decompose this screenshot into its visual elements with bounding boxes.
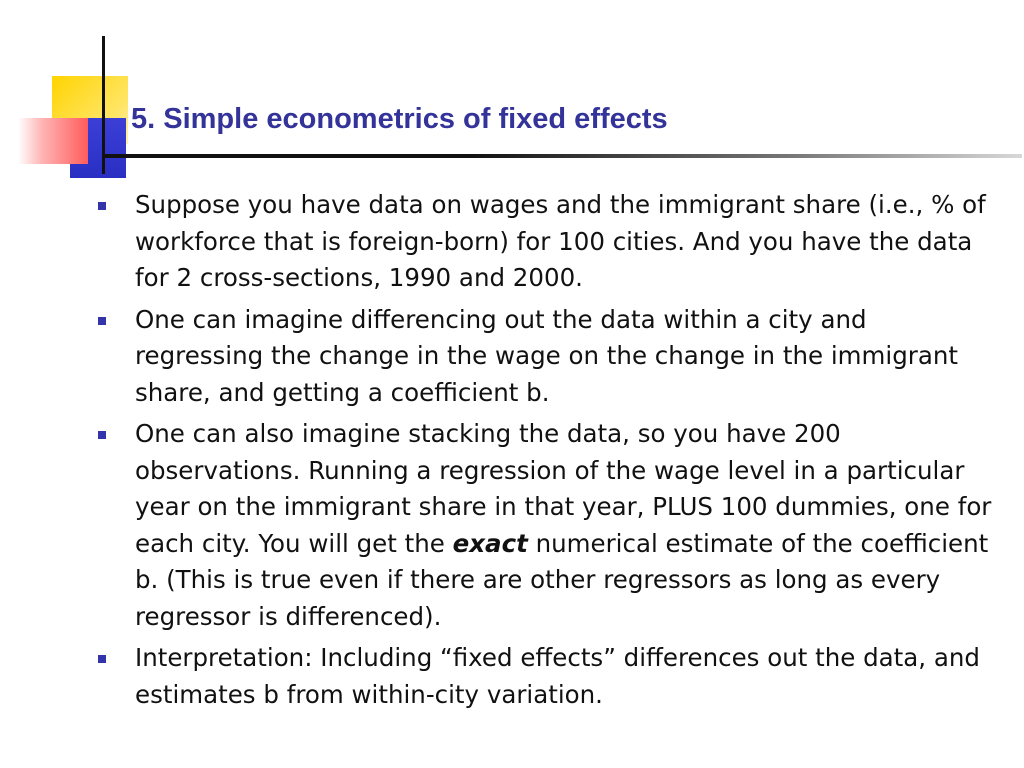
decorative-red-square xyxy=(18,118,88,164)
bullet-text: Interpretation: Including “fixed effects” differences out the data, and estimates b from within-city variation. xyxy=(135,643,980,709)
square-bullet-icon xyxy=(98,202,106,210)
bullet-list xyxy=(96,187,996,718)
bullet-item-differencing xyxy=(96,302,996,412)
bullet-text: Suppose you have data on wages and the immigrant share (i.e., % of workforce that is foreign-born) for 100 cities. And you have the data for 2 cross-sections, 1990 and 2000. xyxy=(135,190,986,292)
bullet-text: One can imagine differencing out the data within a city and regressing the change in the wage on the change in the immigrant share, and getting a coefficient b. xyxy=(135,304,958,407)
bullet-item-interpretation xyxy=(96,640,996,713)
slide-title: 5. Simple econometrics of fixed effects xyxy=(131,103,668,135)
square-bullet-icon xyxy=(98,655,106,663)
square-bullet-icon xyxy=(98,431,106,439)
title-underline-rule xyxy=(102,154,1022,158)
bullet-text-after: numerical estimate of the coefficient b. (This is true even if there are other regressors as long as every regressor is differenced). xyxy=(135,528,989,631)
bullet-text-emphasis: exact xyxy=(452,528,528,558)
bullet-item-stacking xyxy=(96,416,996,635)
square-bullet-icon xyxy=(98,317,106,325)
bullet-text-before: One can also imagine stacking the data, so you have 200 observations. Running a regression of the wage level in a particular year on the immigrant share in that year, PLUS 100 dummies, one for each city. You will get the xyxy=(135,419,992,558)
bullet-item-wage-data xyxy=(96,187,996,297)
